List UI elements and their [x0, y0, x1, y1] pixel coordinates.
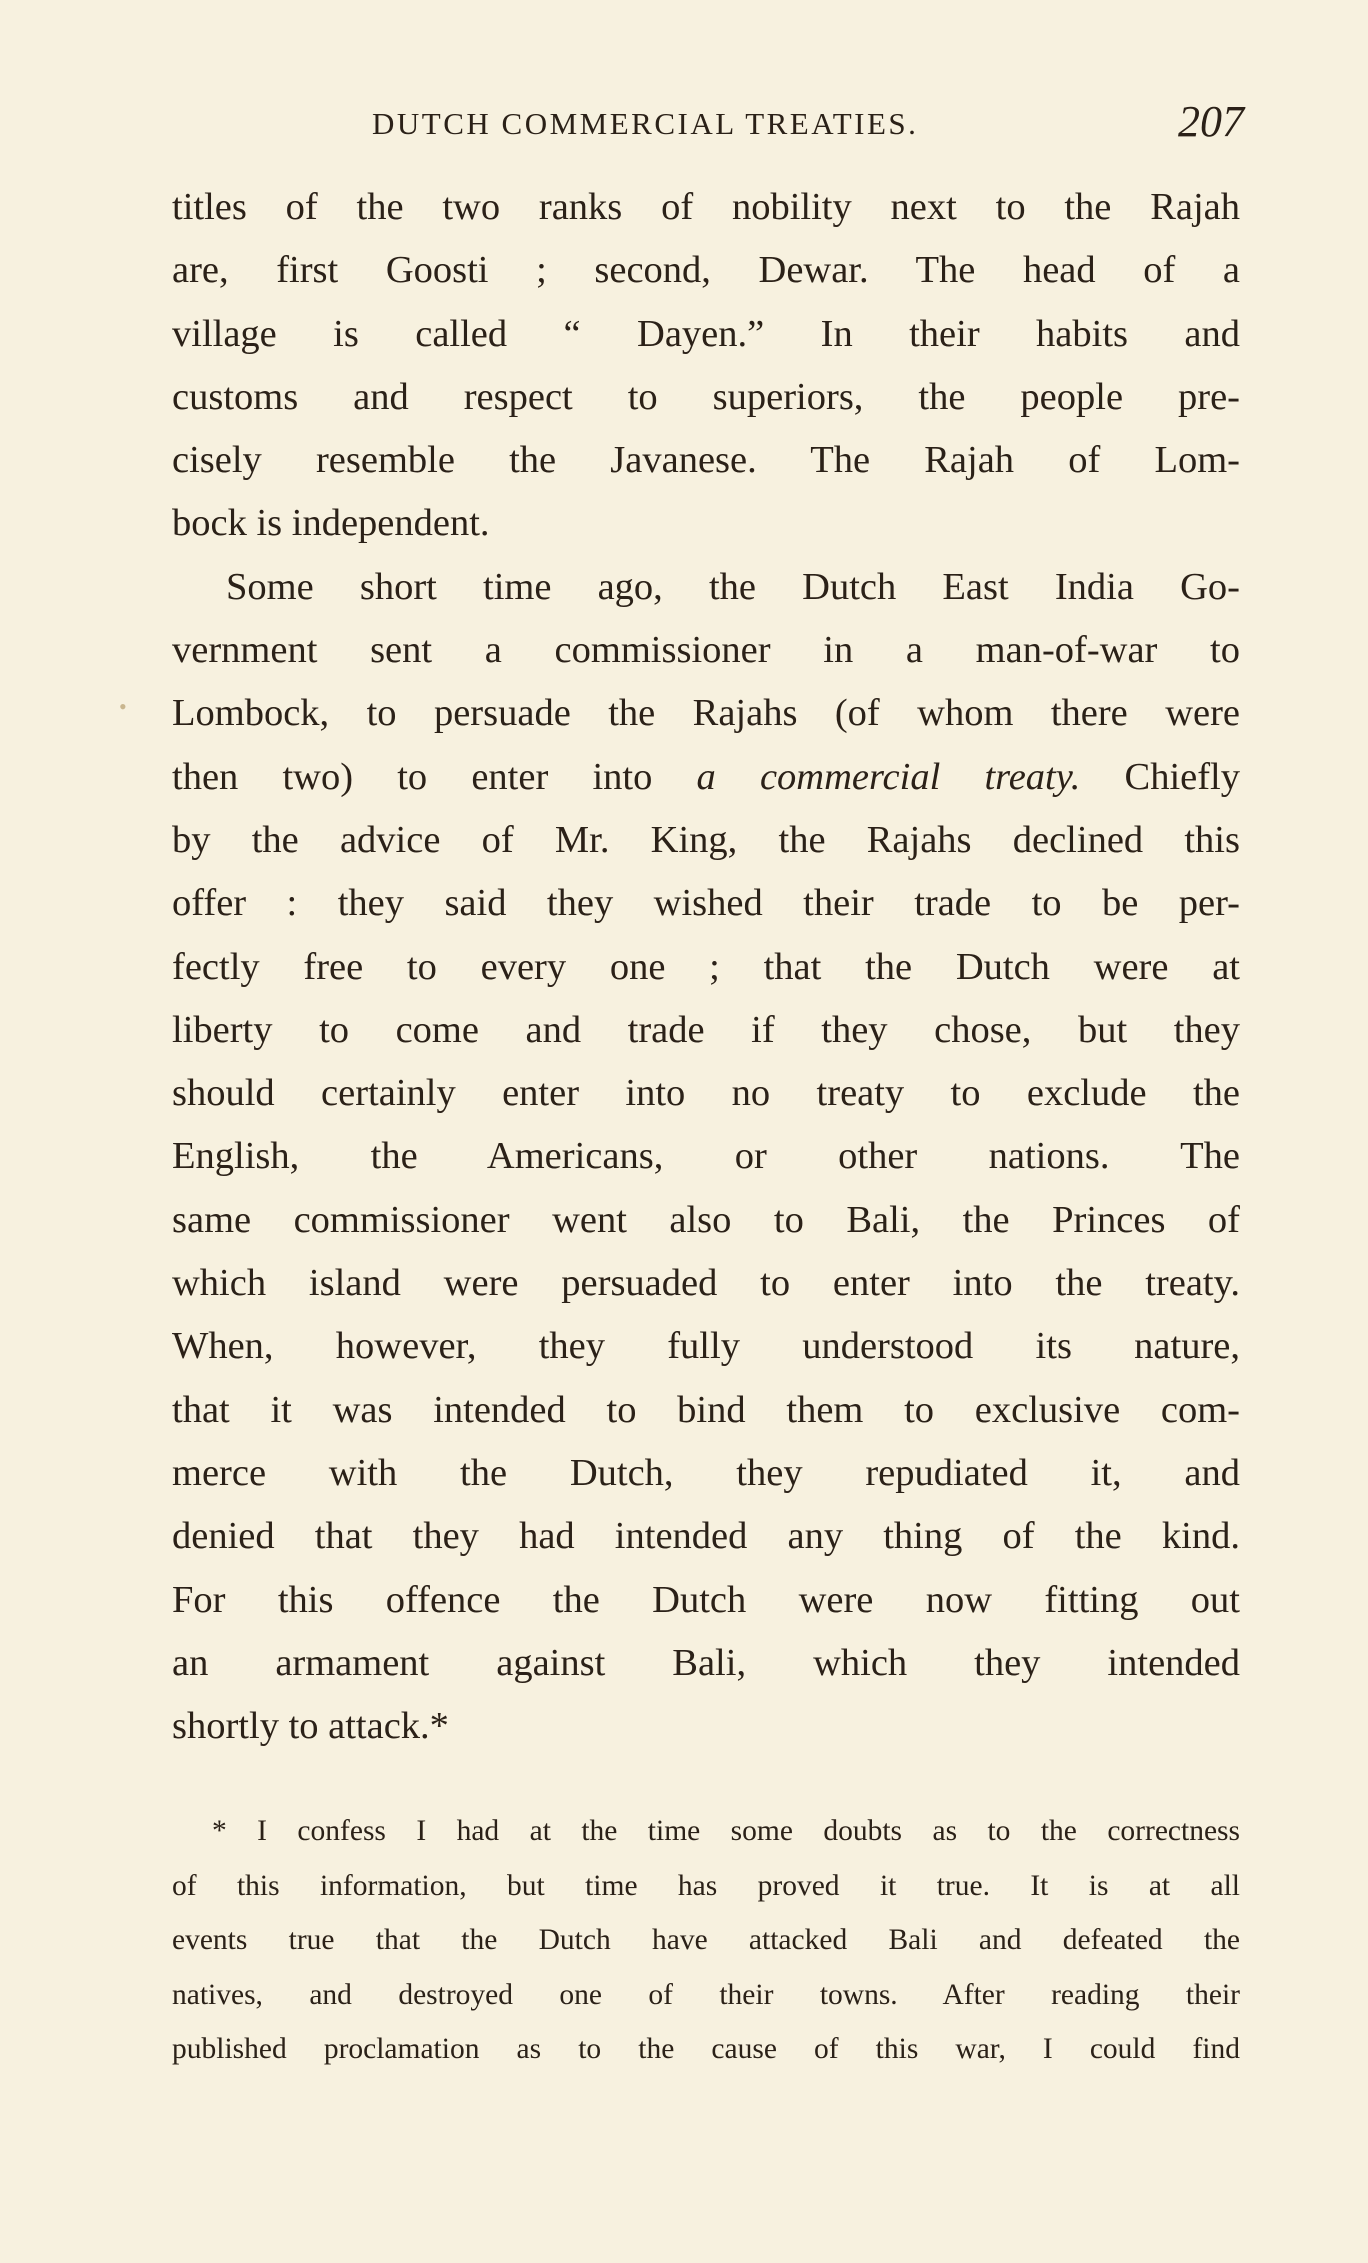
- footnote: [172, 1804, 1240, 2077]
- italic-phrase: a commercial treaty.: [696, 755, 1081, 798]
- text-line: When, however, they fully understood its nature,: [172, 1325, 1240, 1368]
- text-line: fectly free to every one ; that the Dutch were at: [172, 945, 1240, 988]
- text-line: that it was intended to bind them to exclusive com-: [172, 1388, 1240, 1431]
- footnote-line: of this information, but time has proved it true. It is at all: [172, 1869, 1240, 1902]
- running-head: [172, 97, 1252, 160]
- text-segment: Chiefly: [1080, 755, 1241, 798]
- text-line: same commissioner went also to Bali, the Princes of: [172, 1198, 1240, 1241]
- text-line: which island were persuaded to enter into the treaty.: [172, 1262, 1240, 1305]
- text-line: English, the Americans, or other nations. The: [172, 1135, 1240, 1178]
- text-line: village is called “ Dayen.” In their habits and: [172, 312, 1240, 355]
- text-line: cisely resemble the Javanese. The Rajah of Lom-: [172, 439, 1240, 482]
- footnote-line: * I confess I had at the time some doubts as to the correctness: [212, 1815, 1240, 1847]
- footnote-line: natives, and destroyed one of their towns. After reading their: [172, 1978, 1240, 2011]
- text-line: offer : they said they wished their trade to be per-: [172, 882, 1240, 925]
- text-segment: then two) to enter into: [172, 755, 697, 798]
- text-line: by the advice of Mr. King, the Rajahs declined this: [172, 818, 1240, 861]
- text-line: liberty to come and trade if they chose, but they: [172, 1008, 1240, 1051]
- text-line: an armament against Bali, which they intended: [172, 1641, 1240, 1684]
- text-line: bock is independent.: [172, 502, 490, 545]
- text-line: should certainly enter into no treaty to exclude the: [172, 1072, 1240, 1115]
- text-line: titles of the two ranks of nobility next to the Rajah: [172, 186, 1240, 228]
- text-line: For this offence the Dutch were now fitting out: [172, 1578, 1240, 1621]
- footnote-line: published proclamation as to the cause of this war, I could find: [172, 2033, 1240, 2065]
- text-line: denied that they had intended any thing of the kind.: [172, 1515, 1240, 1558]
- text-line: vernment sent a commissioner in a man-of-war to: [172, 629, 1240, 672]
- text-line-with-italic: [172, 746, 1240, 809]
- text-line: Lombock, to persuade the Rajahs (of whom there were: [172, 692, 1240, 735]
- running-title: DUTCH COMMERCIAL TREATIES.: [372, 106, 919, 141]
- body-text: [172, 176, 1240, 1758]
- text-line: merce with the Dutch, they repudiated it, and: [172, 1451, 1240, 1494]
- page-number: 207: [1178, 97, 1244, 146]
- text-line: are, first Goosti ; second, Dewar. The head of a: [172, 249, 1240, 292]
- text-line: Some short time ago, the Dutch East India Go-: [226, 565, 1240, 608]
- footnote-line: events true that the Dutch have attacked Bali and defeated the: [172, 1924, 1240, 1956]
- margin-mark: •: [119, 694, 127, 719]
- text-line: shortly to attack.*: [172, 1705, 449, 1748]
- text-line: customs and respect to superiors, the people pre-: [172, 375, 1240, 418]
